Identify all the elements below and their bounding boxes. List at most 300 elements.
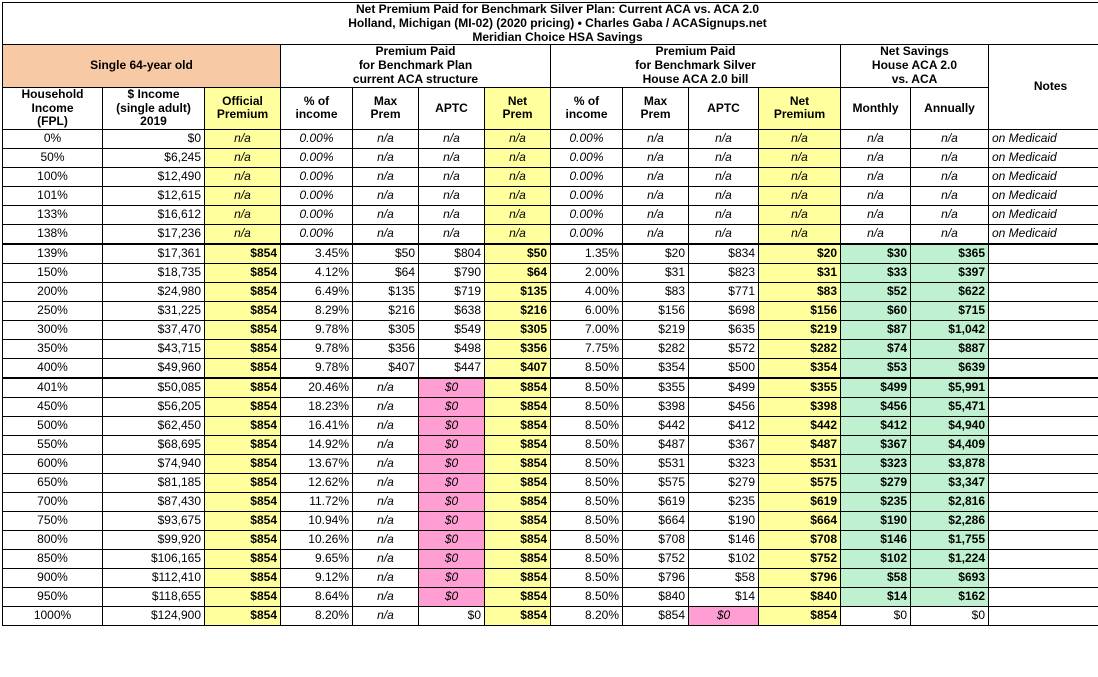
- cell-net-premium-house: $354: [759, 359, 841, 379]
- cell-notes: [989, 512, 1098, 531]
- cell-official-premium: $854: [205, 398, 281, 417]
- col-official-premium: [205, 87, 281, 129]
- col-max-prem-house: [623, 87, 689, 129]
- cell-pct-income-current: 18.23%: [281, 398, 353, 417]
- spreadsheet-canvas: [0, 2, 1098, 677]
- cell-notes: [989, 264, 1098, 283]
- cell-aptc-current: n/a: [419, 225, 485, 245]
- cell-savings-annually: $2,286: [911, 512, 989, 531]
- table-row: [3, 283, 1098, 302]
- cell-aptc-house: n/a: [689, 206, 759, 225]
- cell-fpl: 200%: [3, 283, 103, 302]
- col-pct-income-current: [281, 87, 353, 129]
- cell-aptc-current: $0: [419, 474, 485, 493]
- cell-aptc-current: $447: [419, 359, 485, 379]
- cell-fpl: 150%: [3, 264, 103, 283]
- table-row: [3, 206, 1098, 225]
- cell-pct-income-current: 0.00%: [281, 206, 353, 225]
- cell-income: $12,490: [103, 168, 205, 187]
- cell-max-prem-current: n/a: [353, 550, 419, 569]
- cell-income: $50,085: [103, 378, 205, 398]
- col-max2-line-2: Prem: [626, 108, 685, 122]
- cell-net-premium-house: $796: [759, 569, 841, 588]
- cell-pct-income-house: 0.00%: [551, 149, 623, 168]
- column-header-row: [3, 87, 1098, 129]
- cell-savings-monthly: $499: [841, 378, 911, 398]
- house-aca-line-3: House ACA 2.0 bill: [554, 73, 837, 87]
- cell-net-prem-current: n/a: [485, 149, 551, 168]
- cell-income: $0: [103, 130, 205, 149]
- cell-fpl: 1000%: [3, 607, 103, 626]
- cell-aptc-house: $367: [689, 436, 759, 455]
- cell-max-prem-house: $796: [623, 569, 689, 588]
- current-aca-line-3: current ACA structure: [284, 73, 547, 87]
- cell-notes: [989, 531, 1098, 550]
- cell-fpl: 500%: [3, 417, 103, 436]
- cell-notes: [989, 436, 1098, 455]
- table-row: [3, 417, 1098, 436]
- cell-max-prem-current: n/a: [353, 168, 419, 187]
- cell-net-prem-current: $305: [485, 321, 551, 340]
- cell-net-premium-house: $219: [759, 321, 841, 340]
- cell-savings-annually: $1,042: [911, 321, 989, 340]
- cell-official-premium: n/a: [205, 168, 281, 187]
- cell-aptc-house: n/a: [689, 149, 759, 168]
- cell-aptc-house: $190: [689, 512, 759, 531]
- cell-max-prem-house: n/a: [623, 225, 689, 245]
- col-savings-annually: Annually: [911, 87, 989, 129]
- cell-savings-annually: $4,940: [911, 417, 989, 436]
- current-aca-line-2: for Benchmark Plan: [284, 59, 547, 73]
- cell-max-prem-current: n/a: [353, 607, 419, 626]
- cell-max-prem-house: $282: [623, 340, 689, 359]
- cell-notes: [989, 588, 1098, 607]
- col-savings-monthly: Monthly: [841, 87, 911, 129]
- cell-aptc-house: $58: [689, 569, 759, 588]
- cell-pct-income-house: 8.20%: [551, 607, 623, 626]
- cell-max-prem-house: $531: [623, 455, 689, 474]
- cell-fpl: 400%: [3, 359, 103, 379]
- cell-savings-annually: $1,755: [911, 531, 989, 550]
- cell-notes: [989, 359, 1098, 379]
- cell-max-prem-house: n/a: [623, 149, 689, 168]
- cell-net-prem-current: $854: [485, 398, 551, 417]
- cell-max-prem-current: $135: [353, 283, 419, 302]
- cell-aptc-current: $0: [419, 531, 485, 550]
- col-official-line-2: Premium: [208, 108, 277, 122]
- cell-official-premium: $854: [205, 512, 281, 531]
- cell-aptc-current: $0: [419, 378, 485, 398]
- cell-official-premium: $854: [205, 474, 281, 493]
- cell-fpl: 139%: [3, 244, 103, 264]
- cell-max-prem-current: n/a: [353, 206, 419, 225]
- cell-pct-income-current: 9.12%: [281, 569, 353, 588]
- cell-notes: on Medicaid: [989, 149, 1098, 168]
- cell-net-prem-current: $854: [485, 378, 551, 398]
- cell-aptc-house: $456: [689, 398, 759, 417]
- cell-pct-income-current: 11.72%: [281, 493, 353, 512]
- cell-max-prem-house: $854: [623, 607, 689, 626]
- cell-pct-income-current: 3.45%: [281, 244, 353, 264]
- cell-net-premium-house: $575: [759, 474, 841, 493]
- cell-official-premium: $854: [205, 302, 281, 321]
- net-savings-group-header: [841, 45, 989, 87]
- cell-net-premium-house: $398: [759, 398, 841, 417]
- cell-savings-monthly: $146: [841, 531, 911, 550]
- cell-fpl: 450%: [3, 398, 103, 417]
- cell-net-premium-house: $20: [759, 244, 841, 264]
- cell-aptc-current: n/a: [419, 206, 485, 225]
- cell-net-premium-house: $282: [759, 340, 841, 359]
- table-row: [3, 244, 1098, 264]
- cell-pct-income-current: 9.65%: [281, 550, 353, 569]
- col-dollar-income: [103, 87, 205, 129]
- cell-aptc-house: $499: [689, 378, 759, 398]
- cell-aptc-house: n/a: [689, 225, 759, 245]
- cell-net-premium-house: n/a: [759, 206, 841, 225]
- cell-pct-income-current: 8.29%: [281, 302, 353, 321]
- cell-savings-annually: n/a: [911, 130, 989, 149]
- cell-aptc-current: n/a: [419, 130, 485, 149]
- cell-max-prem-current: n/a: [353, 531, 419, 550]
- cell-pct-income-current: 0.00%: [281, 149, 353, 168]
- cell-savings-annually: $715: [911, 302, 989, 321]
- cell-official-premium: $854: [205, 340, 281, 359]
- cell-aptc-current: $0: [419, 398, 485, 417]
- cell-income: $12,615: [103, 187, 205, 206]
- cell-max-prem-current: $64: [353, 264, 419, 283]
- cell-aptc-current: $0: [419, 607, 485, 626]
- cell-net-prem-current: $64: [485, 264, 551, 283]
- cell-net-premium-house: $664: [759, 512, 841, 531]
- cell-savings-monthly: $235: [841, 493, 911, 512]
- cell-net-prem-current: $854: [485, 417, 551, 436]
- col-aptc-current: APTC: [419, 87, 485, 129]
- cell-official-premium: n/a: [205, 187, 281, 206]
- cell-max-prem-house: $752: [623, 550, 689, 569]
- savings-line-2: House ACA 2.0: [844, 59, 985, 73]
- cell-net-premium-house: n/a: [759, 168, 841, 187]
- table-row: [3, 168, 1098, 187]
- cell-max-prem-house: n/a: [623, 187, 689, 206]
- cell-fpl: 133%: [3, 206, 103, 225]
- cell-fpl: 950%: [3, 588, 103, 607]
- cell-savings-monthly: $367: [841, 436, 911, 455]
- cell-max-prem-current: n/a: [353, 512, 419, 531]
- cell-pct-income-current: 9.78%: [281, 321, 353, 340]
- cell-net-prem-current: $854: [485, 493, 551, 512]
- cell-aptc-current: $0: [419, 455, 485, 474]
- cell-max-prem-current: n/a: [353, 493, 419, 512]
- table-row: [3, 225, 1098, 245]
- cell-savings-annually: $162: [911, 588, 989, 607]
- cell-aptc-house: $0: [689, 607, 759, 626]
- cell-savings-monthly: $33: [841, 264, 911, 283]
- cell-aptc-current: $0: [419, 588, 485, 607]
- table-row: [3, 474, 1098, 493]
- cell-notes: [989, 302, 1098, 321]
- cell-notes: [989, 244, 1098, 264]
- cell-aptc-house: $572: [689, 340, 759, 359]
- table-row: [3, 130, 1098, 149]
- cell-pct-income-house: 1.35%: [551, 244, 623, 264]
- cell-max-prem-current: n/a: [353, 378, 419, 398]
- cell-max-prem-house: $575: [623, 474, 689, 493]
- col-household-income-fpl: [3, 87, 103, 129]
- cell-net-prem-current: n/a: [485, 168, 551, 187]
- cell-max-prem-current: $305: [353, 321, 419, 340]
- cell-fpl: 800%: [3, 531, 103, 550]
- cell-fpl: 300%: [3, 321, 103, 340]
- col-net-line-2: Prem: [488, 108, 547, 122]
- cell-pct-income-house: 8.50%: [551, 569, 623, 588]
- cell-income: $17,236: [103, 225, 205, 245]
- cell-notes: on Medicaid: [989, 168, 1098, 187]
- cell-net-prem-current: n/a: [485, 225, 551, 245]
- cell-savings-annually: $397: [911, 264, 989, 283]
- table-row: [3, 455, 1098, 474]
- cell-notes: on Medicaid: [989, 187, 1098, 206]
- table-row: [3, 149, 1098, 168]
- cell-max-prem-current: n/a: [353, 569, 419, 588]
- cell-official-premium: n/a: [205, 225, 281, 245]
- cell-pct-income-house: 8.50%: [551, 588, 623, 607]
- col-max-prem-current: [353, 87, 419, 129]
- cell-aptc-house: $14: [689, 588, 759, 607]
- cell-pct-income-current: 9.78%: [281, 340, 353, 359]
- cell-pct-income-house: 8.50%: [551, 378, 623, 398]
- cell-aptc-house: $834: [689, 244, 759, 264]
- cell-net-premium-house: n/a: [759, 225, 841, 245]
- cell-aptc-house: $146: [689, 531, 759, 550]
- cell-income: $74,940: [103, 455, 205, 474]
- cell-max-prem-house: $156: [623, 302, 689, 321]
- cell-aptc-house: n/a: [689, 130, 759, 149]
- cell-savings-annually: $3,347: [911, 474, 989, 493]
- col-income-line-1: $ Income: [106, 88, 201, 102]
- cell-max-prem-house: $31: [623, 264, 689, 283]
- cell-savings-annually: $887: [911, 340, 989, 359]
- cell-income: $16,612: [103, 206, 205, 225]
- col-net2-line-1: Net: [762, 95, 837, 109]
- cell-net-prem-current: $50: [485, 244, 551, 264]
- cell-fpl: 550%: [3, 436, 103, 455]
- persona-header: Single 64-year old: [3, 45, 281, 87]
- cell-pct-income-current: 14.92%: [281, 436, 353, 455]
- cell-savings-monthly: $412: [841, 417, 911, 436]
- cell-aptc-current: $549: [419, 321, 485, 340]
- cell-pct-income-house: 2.00%: [551, 264, 623, 283]
- cell-max-prem-current: n/a: [353, 225, 419, 245]
- cell-notes: [989, 607, 1098, 626]
- cell-income: $49,960: [103, 359, 205, 379]
- cell-pct-income-house: 0.00%: [551, 130, 623, 149]
- cell-fpl: 850%: [3, 550, 103, 569]
- col-net-prem-current: [485, 87, 551, 129]
- cell-net-premium-house: $840: [759, 588, 841, 607]
- current-aca-line-1: Premium Paid: [284, 45, 547, 59]
- cell-aptc-house: $635: [689, 321, 759, 340]
- cell-savings-annually: $5,471: [911, 398, 989, 417]
- cell-aptc-house: $279: [689, 474, 759, 493]
- cell-net-premium-house: n/a: [759, 130, 841, 149]
- cell-official-premium: $854: [205, 531, 281, 550]
- cell-savings-monthly: $456: [841, 398, 911, 417]
- cell-pct-income-house: 8.50%: [551, 531, 623, 550]
- cell-net-prem-current: $854: [485, 474, 551, 493]
- cell-fpl: 600%: [3, 455, 103, 474]
- cell-pct-income-house: 0.00%: [551, 225, 623, 245]
- cell-savings-annually: $0: [911, 607, 989, 626]
- cell-net-premium-house: $619: [759, 493, 841, 512]
- cell-savings-annually: $693: [911, 569, 989, 588]
- cell-savings-annually: $2,816: [911, 493, 989, 512]
- cell-net-prem-current: $407: [485, 359, 551, 379]
- cell-max-prem-house: n/a: [623, 130, 689, 149]
- cell-fpl: 50%: [3, 149, 103, 168]
- cell-net-premium-house: $752: [759, 550, 841, 569]
- cell-notes: [989, 378, 1098, 398]
- cell-official-premium: n/a: [205, 206, 281, 225]
- cell-aptc-house: n/a: [689, 168, 759, 187]
- cell-net-prem-current: n/a: [485, 187, 551, 206]
- cell-notes: [989, 493, 1098, 512]
- table-row: [3, 493, 1098, 512]
- cell-net-premium-house: n/a: [759, 149, 841, 168]
- table-row: [3, 569, 1098, 588]
- cell-fpl: 101%: [3, 187, 103, 206]
- cell-pct-income-house: 8.50%: [551, 493, 623, 512]
- cell-official-premium: $854: [205, 455, 281, 474]
- cell-income: $24,980: [103, 283, 205, 302]
- report-title: [3, 3, 1098, 45]
- cell-pct-income-house: 4.00%: [551, 283, 623, 302]
- cell-net-premium-house: n/a: [759, 187, 841, 206]
- cell-pct-income-current: 10.94%: [281, 512, 353, 531]
- table-row: [3, 302, 1098, 321]
- col-max-line-2: Prem: [356, 108, 415, 122]
- cell-official-premium: $854: [205, 436, 281, 455]
- cell-official-premium: $854: [205, 244, 281, 264]
- cell-pct-income-current: 8.20%: [281, 607, 353, 626]
- cell-fpl: 100%: [3, 168, 103, 187]
- cell-pct-income-current: 0.00%: [281, 130, 353, 149]
- col-official-line-1: Official: [208, 95, 277, 109]
- cell-fpl: 900%: [3, 569, 103, 588]
- house-aca-group-header: [551, 45, 841, 87]
- cell-pct-income-current: 16.41%: [281, 417, 353, 436]
- cell-pct-income-house: 8.50%: [551, 474, 623, 493]
- cell-net-prem-current: n/a: [485, 206, 551, 225]
- cell-max-prem-house: $355: [623, 378, 689, 398]
- cell-savings-annually: n/a: [911, 168, 989, 187]
- col-pct-line-1: % of: [284, 95, 349, 109]
- table-row: [3, 378, 1098, 398]
- cell-savings-annually: $5,991: [911, 378, 989, 398]
- savings-line-3: vs. ACA: [844, 73, 985, 87]
- cell-max-prem-house: $83: [623, 283, 689, 302]
- cell-notes: [989, 321, 1098, 340]
- cell-official-premium: $854: [205, 493, 281, 512]
- cell-net-premium-house: $31: [759, 264, 841, 283]
- cell-pct-income-house: 8.50%: [551, 550, 623, 569]
- cell-max-prem-current: n/a: [353, 130, 419, 149]
- cell-aptc-current: $0: [419, 512, 485, 531]
- cell-max-prem-current: $216: [353, 302, 419, 321]
- cell-max-prem-house: $840: [623, 588, 689, 607]
- cell-notes: on Medicaid: [989, 225, 1098, 245]
- cell-net-prem-current: $356: [485, 340, 551, 359]
- cell-income: $56,205: [103, 398, 205, 417]
- current-aca-group-header: [281, 45, 551, 87]
- cell-pct-income-current: 6.49%: [281, 283, 353, 302]
- cell-net-premium-house: $487: [759, 436, 841, 455]
- savings-line-1: Net Savings: [844, 45, 985, 59]
- cell-savings-monthly: $53: [841, 359, 911, 379]
- col-fpl-line-2: Income: [6, 102, 99, 116]
- col-income-line-2: (single adult): [106, 102, 201, 116]
- cell-max-prem-current: $50: [353, 244, 419, 264]
- cell-pct-income-house: 8.50%: [551, 455, 623, 474]
- cell-notes: [989, 398, 1098, 417]
- cell-official-premium: $854: [205, 607, 281, 626]
- cell-fpl: 350%: [3, 340, 103, 359]
- cell-pct-income-house: 7.00%: [551, 321, 623, 340]
- cell-savings-monthly: n/a: [841, 149, 911, 168]
- cell-max-prem-current: n/a: [353, 398, 419, 417]
- cell-aptc-house: $823: [689, 264, 759, 283]
- table-row: [3, 321, 1098, 340]
- cell-savings-monthly: $190: [841, 512, 911, 531]
- cell-max-prem-current: $407: [353, 359, 419, 379]
- cell-fpl: 750%: [3, 512, 103, 531]
- cell-income: $17,361: [103, 244, 205, 264]
- cell-fpl: 650%: [3, 474, 103, 493]
- col-net2-line-2: Premium: [762, 108, 837, 122]
- col-max-line-1: Max: [356, 95, 415, 109]
- cell-income: $68,695: [103, 436, 205, 455]
- cell-income: $6,245: [103, 149, 205, 168]
- cell-net-prem-current: n/a: [485, 130, 551, 149]
- cell-max-prem-house: $664: [623, 512, 689, 531]
- cell-savings-monthly: $14: [841, 588, 911, 607]
- cell-aptc-house: $771: [689, 283, 759, 302]
- cell-savings-monthly: n/a: [841, 130, 911, 149]
- cell-income: $87,430: [103, 493, 205, 512]
- cell-income: $118,655: [103, 588, 205, 607]
- col-net-premium-house: [759, 87, 841, 129]
- cell-max-prem-current: n/a: [353, 436, 419, 455]
- cell-official-premium: $854: [205, 321, 281, 340]
- cell-savings-annually: $3,878: [911, 455, 989, 474]
- table-row: [3, 531, 1098, 550]
- cell-aptc-house: $500: [689, 359, 759, 379]
- cell-notes: on Medicaid: [989, 130, 1098, 149]
- cell-max-prem-house: $354: [623, 359, 689, 379]
- cell-net-prem-current: $854: [485, 531, 551, 550]
- table-row: [3, 398, 1098, 417]
- cell-income: $93,675: [103, 512, 205, 531]
- cell-savings-monthly: $323: [841, 455, 911, 474]
- cell-income: $62,450: [103, 417, 205, 436]
- cell-pct-income-house: 0.00%: [551, 187, 623, 206]
- col-pct-line-2: income: [284, 108, 349, 122]
- cell-notes: [989, 474, 1098, 493]
- cell-official-premium: $854: [205, 283, 281, 302]
- cell-max-prem-house: $20: [623, 244, 689, 264]
- cell-official-premium: $854: [205, 264, 281, 283]
- cell-pct-income-current: 9.78%: [281, 359, 353, 379]
